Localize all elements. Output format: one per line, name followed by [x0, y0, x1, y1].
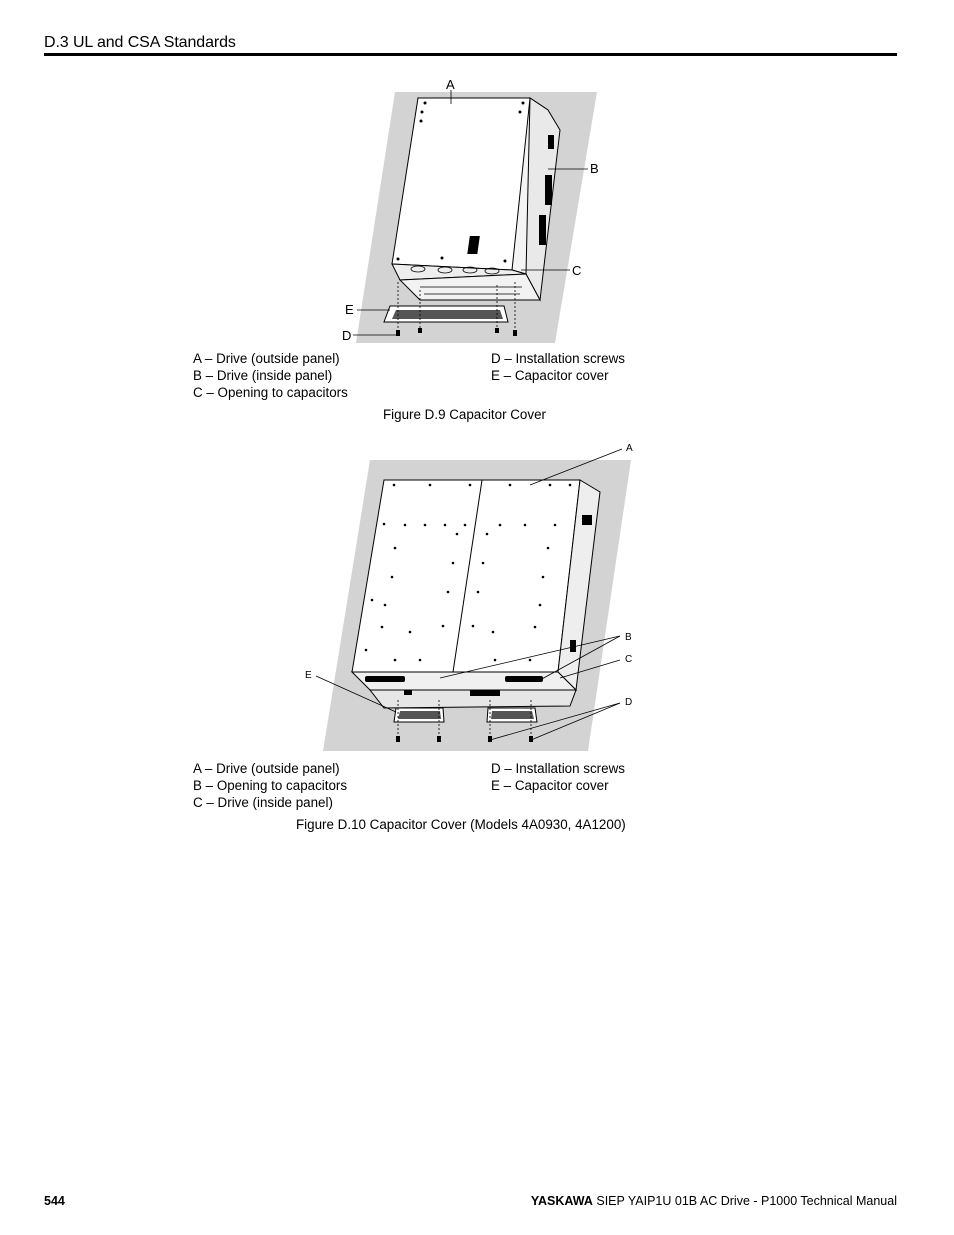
legend-item: E – Capacitor cover — [491, 778, 609, 793]
figure-d9-callout-e: E — [345, 302, 354, 317]
figure-d10-drive — [352, 480, 600, 708]
legend-item: B – Opening to capacitors — [193, 778, 348, 793]
figure-d10-callout-e: E — [305, 670, 312, 681]
figure-d9-callout-c: C — [572, 263, 582, 278]
figure-d10-callout-d: D — [625, 697, 633, 708]
legend-item: A – Drive (outside panel) — [193, 761, 340, 776]
figure-d10-legend-left — [193, 760, 347, 811]
figure-d10-legend-right — [491, 760, 625, 794]
figure-d9-capacitor-cover — [384, 306, 508, 322]
page-number: 544 — [44, 1194, 65, 1208]
footer-brand: YASKAWA — [530, 1194, 593, 1208]
footer-manual-title — [531, 1194, 897, 1208]
section-title: D.3 UL and CSA Standards — [44, 34, 236, 51]
figure-d9-callout-b: B — [590, 161, 599, 176]
figure-d9-callout-a: A — [446, 77, 455, 92]
footer-title-text: SIEP YAIP1U 01B AC Drive - P1000 Technical Manual — [596, 1194, 897, 1208]
figure-d10-caption: Figure D.10 Capacitor Cover (Models 4A0930, 4A1200) — [296, 817, 626, 832]
figure-d10-illustration — [298, 440, 643, 755]
figure-d10-callout-c: C — [625, 654, 633, 665]
legend-item: C – Drive (inside panel) — [193, 795, 333, 810]
figure-d10-callout-b: B — [625, 632, 632, 643]
legend-item: E – Capacitor cover — [491, 368, 609, 383]
figure-d9-legend-left — [193, 350, 348, 401]
figure-d9-caption: Figure D.9 Capacitor Cover — [383, 407, 546, 422]
legend-item: D – Installation screws — [491, 351, 625, 366]
figure-d9-callout-d: D — [342, 328, 352, 343]
header-rule — [44, 53, 897, 56]
legend-item: D – Installation screws — [491, 761, 625, 776]
legend-item: C – Opening to capacitors — [193, 385, 348, 400]
legend-item: A – Drive (outside panel) — [193, 351, 340, 366]
figure-d10-callout-a: A — [626, 443, 633, 454]
figure-d9-legend-right — [491, 350, 625, 384]
figure-d9-illustration — [330, 74, 620, 346]
legend-item: B – Drive (inside panel) — [193, 368, 333, 383]
